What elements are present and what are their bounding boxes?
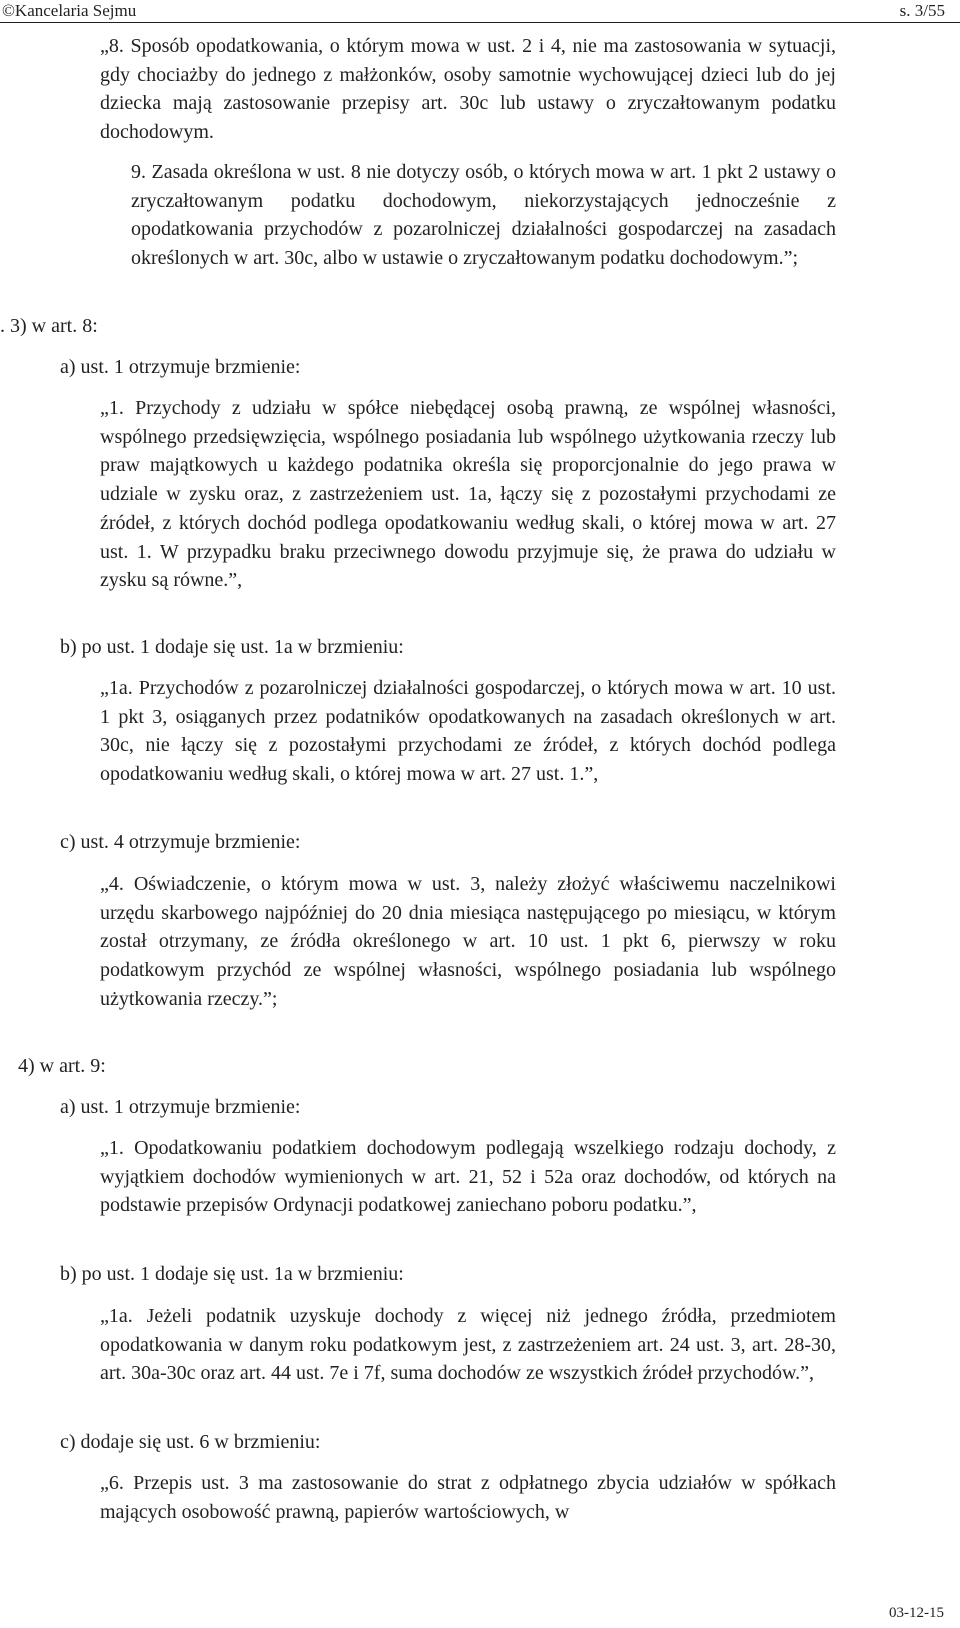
item-4c-label: c) dodaje się ust. 6 w brzmieniu: (60, 1431, 321, 1453)
copyright-label: ©Kancelaria Sejmu (2, 1, 137, 20)
item-3b-label: b) po ust. 1 dodaje się ust. 1a w brzmieniu: (60, 636, 404, 658)
item-4a-label: a) ust. 1 otrzymuje brzmienie: (60, 1096, 301, 1118)
item-4-label: 4) w art. 9: (18, 1055, 106, 1077)
paragraph-art8-ust-1: „1. Przychody z udziału w spółce niebędącej osobą prawną, ze wspólnej własności, wspólnego przedsięwzięcia, wspólnego posiadania lub wspólnego użytkowania rzeczy lub praw majątkowych u każdego podatnika określa się proporcjonalnie do jego prawa w udziale w zysku oraz, z zastrzeżeniem ust. 1a, łączy się z pozostałymi przychodami ze źródeł, z których dochód podlega opodatkowaniu według skali, o której mowa w art. 27 ust. 1. W przypadku braku przeciwnego dowodu przyjmuje się, że prawa do udziału w zysku są równe.”, (100, 397, 836, 592)
paragraph-ust-9: 9. Zasada określona w ust. 8 nie dotyczy osób, o których mowa w art. 1 pkt 2 ustawy o zryczałtowanym podatku dochodowym, niekorzystających jednocześnie z opodatkowania przychodów z pozarolniczej działalności gospodarczej na zasadach określonych w art. 30c, albo w ustawie o zryczałtowanym podatku dochodowym.”; (131, 161, 836, 270)
footer-date: 03-12-15 (889, 1605, 944, 1621)
paragraph-art9-ust-6: „6. Przepis ust. 3 ma zastosowanie do strat z odpłatnego zbycia udziałów w spółkach mających osobowość prawną, papierów wartościowych, w (100, 1472, 836, 1523)
paragraph-art9-ust-1: „1. Opodatkowaniu podatkiem dochodowym podlegają wszelkiego rodzaju dochody, z wyjątkiem dochodów wymienionych w art. 21, 52 i 52a oraz dochodów, od których na podstawie przepisów Ordynacji podatkowej zaniechano poboru podatku.”, (100, 1137, 836, 1217)
paragraph-art9-ust-1a: „1a. Jeżeli podatnik uzyskuje dochody z więcej niż jednego źródła, przedmiotem opodatkowania w danym roku podatkowym jest, z zastrzeżeniem art. 24 ust. 3, art. 28-30, art. 30a-30c oraz art. 44 ust. 7e i 7f, suma dochodów ze wszystkich źródeł przychodów.”, (100, 1305, 836, 1385)
page-number: s. 3/55 (899, 1, 945, 20)
item-4b-label: b) po ust. 1 dodaje się ust. 1a w brzmieniu: (60, 1263, 404, 1285)
item-3a-label: a) ust. 1 otrzymuje brzmienie: (60, 356, 301, 378)
item-3c-label: c) ust. 4 otrzymuje brzmienie: (60, 831, 301, 853)
header-divider (0, 22, 960, 23)
paragraph-ust-8: „8. Sposób opodatkowania, o którym mowa w ust. 2 i 4, nie ma zastosowania w sytuacji, gdy chociażby do jednego z małżonków, osoby samotnie wychowującej dzieci lub do jej dziecka mają zastosowanie przepisy art. 30c lub ustawy o zryczałtowanym podatku dochodowym. (100, 35, 836, 144)
item-3-label: . 3) w art. 8: (0, 315, 98, 337)
paragraph-art8-ust-1a: „1a. Przychodów z pozarolniczej działalności gospodarczej, o których mowa w art. 10 ust. 1 pkt 3, osiąganych przez podatników opodatkowanych na zasadach określonych w art. 30c, nie łączy się z pozostałymi przychodami ze źródeł, z których dochód podlega opodatkowaniu według skali, o której mowa w art. 27 ust. 1.”, (100, 677, 836, 786)
page-header (0, 0, 960, 22)
paragraph-art8-ust-4: „4. Oświadczenie, o którym mowa w ust. 3, należy złożyć właściwemu naczelnikowi urzędu skarbowego najpóźniej do 20 dnia miesiąca następującego po miesiącu, w którym został otrzymany, ze źródła określonego w art. 10 ust. 1 pkt 6, pierwszy w roku podatkowym przychód ze wspólnej własności, wspólnego posiadania lub wspólnego użytkowania rzeczy.”; (100, 873, 836, 1010)
